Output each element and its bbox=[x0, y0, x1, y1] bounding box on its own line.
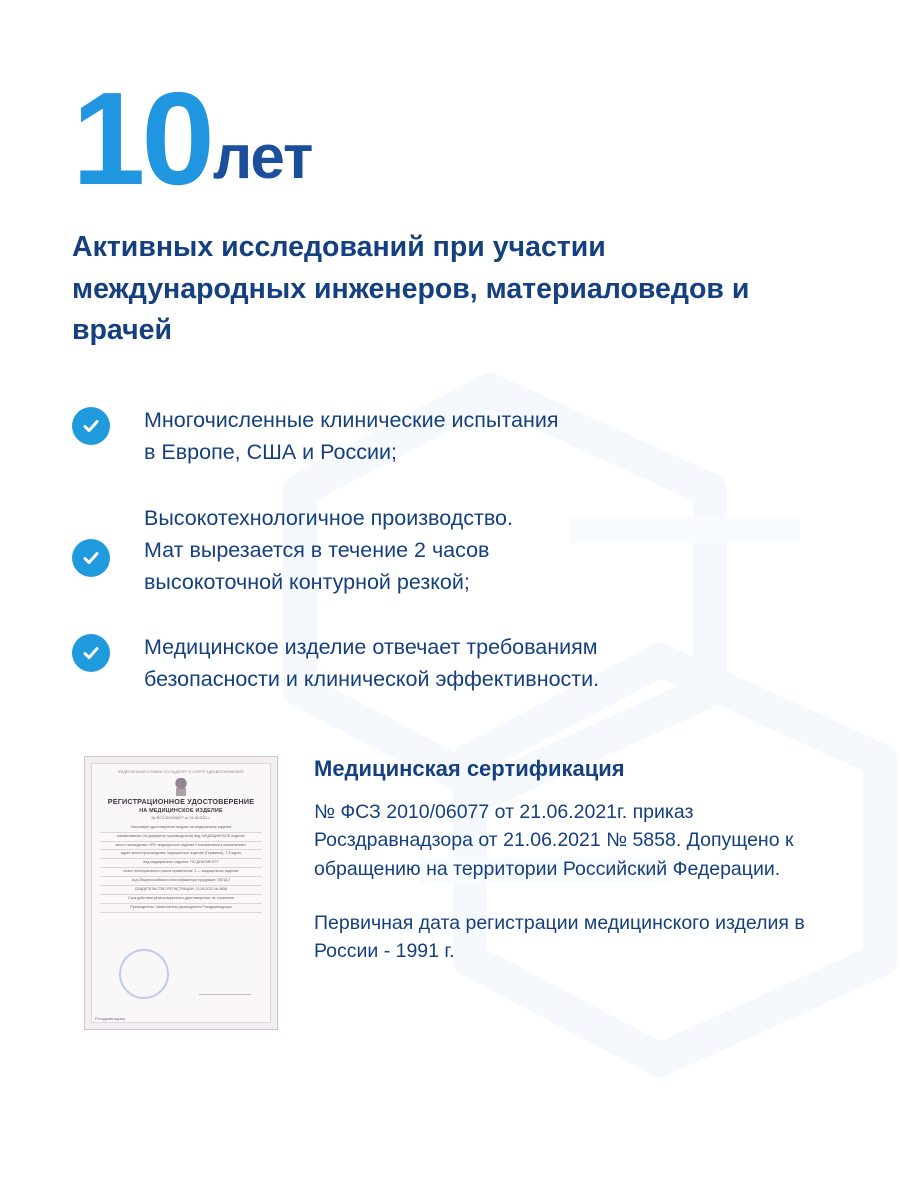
list-item-line: Мат вырезается в течение 2 часов bbox=[144, 537, 490, 562]
list-item-line: в Европе, США и России; bbox=[144, 440, 397, 465]
list-item-text bbox=[144, 632, 599, 696]
list-item-line: высокоточной контурной резкой; bbox=[144, 569, 470, 594]
certificate-authority: ФЕДЕРАЛЬНАЯ СЛУЖБА ПО НАДЗОРУ В СФЕРЕ ЗДРАВООХРАНЕНИЯ bbox=[118, 770, 244, 775]
certification-body bbox=[314, 798, 830, 965]
benefits-list bbox=[72, 405, 830, 696]
check-icon-wrap bbox=[72, 503, 116, 577]
list-item-line: Многочисленные клинические испытания bbox=[144, 408, 559, 433]
certificate-row: СВИДЕТЕЛЬСТВО РЕГИСТРАЦИИ: 21.06.2021 № 5858 bbox=[100, 886, 262, 895]
signature-line bbox=[199, 976, 251, 995]
coat-of-arms-icon bbox=[173, 778, 189, 796]
certification-heading: Медицинская сертификация bbox=[314, 756, 625, 782]
certification-paragraph: Первичная дата регистрации медицинского изделия в России - 1991 г. bbox=[314, 911, 805, 963]
certificate-row: место нахождения: «РФ, медицинское изделие с показаниями к применению» bbox=[100, 842, 262, 851]
certificate-row: адрес места производства: медицинское изделие (Германия), 7 й адрес bbox=[100, 850, 262, 859]
certification-paragraph: № ФСЗ 2010/06077 от 21.06.2021г. приказ Росздравнадзора от 21.06.2021 № 5858. Допущено к обращению на территории Российский Федерации. bbox=[314, 801, 794, 880]
check-icon bbox=[72, 634, 110, 672]
list-item-line: Высокотехнологичное производство. bbox=[144, 506, 513, 530]
certification-text bbox=[314, 756, 830, 965]
list-item bbox=[72, 405, 830, 469]
official-stamp-icon bbox=[119, 949, 169, 999]
list-item bbox=[72, 503, 830, 598]
list-item bbox=[72, 632, 830, 696]
certificate-row: код Общероссийского классификатора продукции: ОКПД 2 bbox=[100, 877, 262, 886]
certificate-thumbnail[interactable] bbox=[84, 756, 278, 1030]
certificate-row: Настоящее удостоверение выдано на медицинское изделие bbox=[100, 824, 262, 833]
certificate-title: РЕГИСТРАЦИОННОЕ УДОСТОВЕРЕНИЕ bbox=[107, 797, 255, 807]
certification-section bbox=[72, 756, 830, 1030]
certificate-row: наименование (по документу производителя) вид: МЕДИЦИНСКОЕ изделие bbox=[100, 833, 262, 842]
list-item-text bbox=[144, 405, 558, 469]
check-icon bbox=[72, 407, 110, 445]
check-icon-wrap bbox=[72, 632, 116, 672]
hero-heading bbox=[72, 65, 830, 212]
list-item-text bbox=[144, 503, 513, 598]
list-item-line: безопасности и клинической эффективности. bbox=[144, 667, 600, 692]
certificate-row: класс потенциального риска применения: 1 — медицинское изделие bbox=[100, 868, 262, 877]
page-subtitle: Активных исследований при участии международных инженеров, материаловедов и врачей bbox=[72, 231, 750, 347]
hero-unit: лет bbox=[212, 123, 313, 193]
check-icon-wrap bbox=[72, 405, 116, 445]
hero-number: 10 bbox=[72, 65, 211, 212]
list-item-line: Медицинское изделие отвечает требованиям bbox=[144, 635, 598, 660]
certificate-subtitle: НА МЕДИЦИНСКОЕ ИЗДЕЛИЕ bbox=[139, 808, 223, 815]
check-icon bbox=[72, 539, 110, 577]
certificate-number: № ФСЗ 2010/06077 от 21.06.2021 г. bbox=[151, 815, 211, 820]
certificate-footer: Росздравнадзор bbox=[95, 1016, 126, 1022]
certificate-row: Срок действия регистрационного удостоверения: не ограничен bbox=[100, 895, 262, 904]
certificate-row: вид медицинского изделия: ПО ДОКУМЕНТУ bbox=[100, 859, 262, 868]
certificate-row: Руководитель / заместитель руководителя Росздравнадзора bbox=[100, 904, 262, 913]
